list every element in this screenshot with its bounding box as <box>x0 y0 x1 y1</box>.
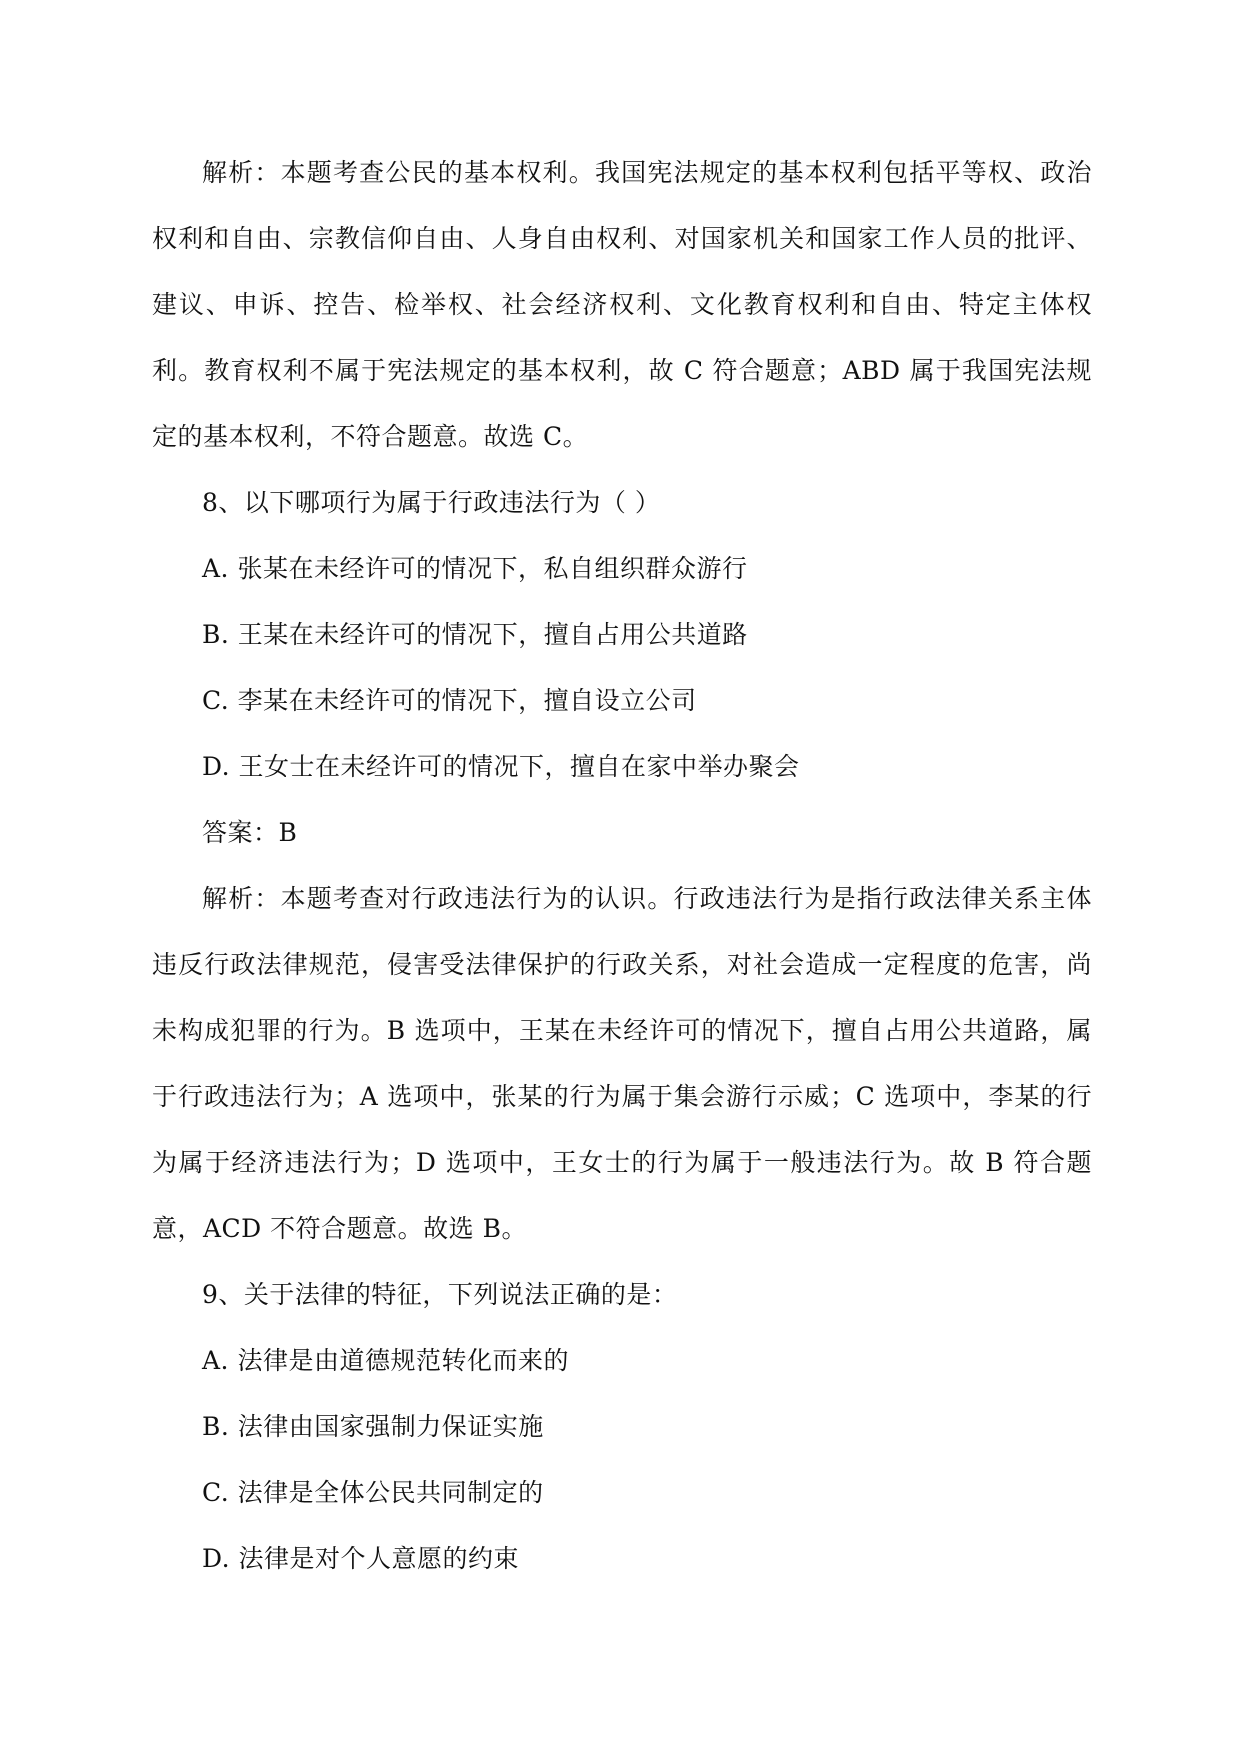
q9-question: 9、关于法律的特征，下列说法正确的是： <box>202 1280 678 1309</box>
q9-option-b: B. 法律由国家强制力保证实施 <box>202 1412 544 1441</box>
q7-explanation: 解析：本题考查公民的基本权利。我国宪法规定的基本权利包括平等权、政治权利和自由、宗教信仰自由、人身自由权利、对国家机关和国家工作人员的批评、建议、申诉、控告、检举权、社会经济权利、文化教育权利和自由、特定主体权利。教育权利不属于宪法规定的基本权利，故 C 符合题意；ABD 属于我国宪法规定的基本权利，不符合题意。故选 C。 <box>152 158 1092 451</box>
document-body <box>152 140 1092 1592</box>
q9-option-d: D. 法律是对个人意愿的约束 <box>202 1544 520 1573</box>
q8-question: 8、以下哪项行为属于行政违法行为（ ） <box>202 488 661 517</box>
q8-option-a: A. 张某在未经许可的情况下，私自组织群众游行 <box>202 554 748 583</box>
q8-option-d: D. 王女士在未经许可的情况下，擅自在家中举办聚会 <box>202 752 800 781</box>
q9-option-c: C. 法律是全体公民共同制定的 <box>202 1478 544 1507</box>
q9-option-a: A. 法律是由道德规范转化而来的 <box>202 1346 569 1375</box>
q8-explanation: 解析：本题考查对行政违法行为的认识。行政违法行为是指行政法律关系主体违反行政法律规范，侵害受法律保护的行政关系，对社会造成一定程度的危害，尚未构成犯罪的行为。B 选项中，王某在未经许可的情况下，擅自占用公共道路，属于行政违法行为；A 选项中，张某的行为属于集会游行示威；C 选项中，李某的行为属于经济违法行为；D 选项中，王女士的行为属于一般违法行为。故 B 符合题意，ACD 不符合题意。故选 B。 <box>152 884 1092 1243</box>
q8-option-b: B. 王某在未经许可的情况下，擅自占用公共道路 <box>202 620 748 649</box>
q8-option-c: C. 李某在未经许可的情况下，擅自设立公司 <box>202 686 697 715</box>
q8-answer: 答案：B <box>202 818 298 847</box>
